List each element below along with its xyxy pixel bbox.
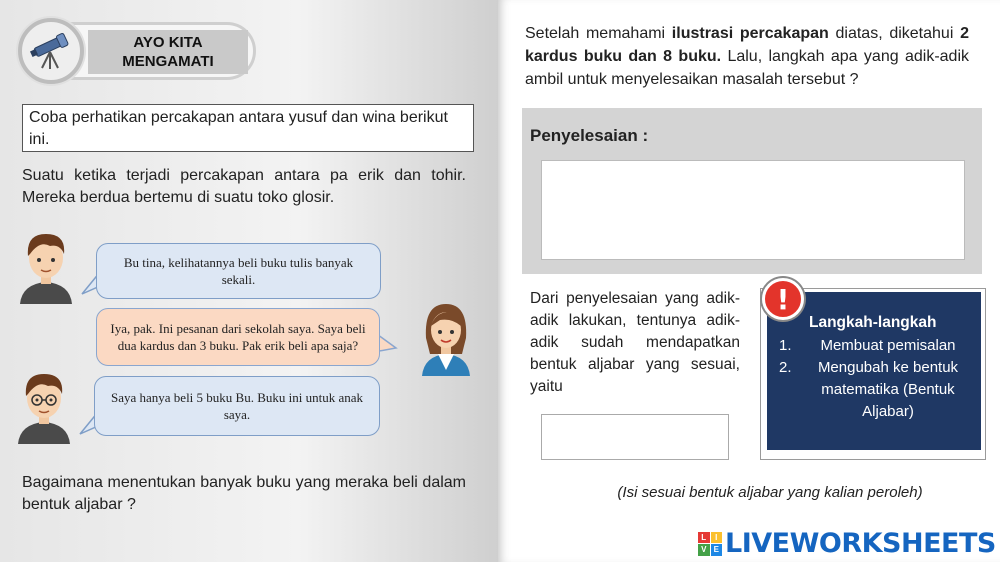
question-text: Bagaimana menentukan banyak buku yang meraka beli dalam bentuk aljabar ? — [22, 474, 466, 513]
header-title — [88, 30, 248, 74]
solution-label: Penyelesaian : — [530, 126, 649, 145]
speech-bubble-1 — [96, 243, 381, 299]
header-title-line2: MENGAMATI — [122, 53, 214, 70]
answer-description: Dari penyelesaian yang adik-adik lakukan, tentunya adik-adik sudah mendapatkan bentuk aljabar yang sesuai, yaitu — [530, 290, 740, 395]
speech-text-1: Bu tina, kelihatannya beli buku tulis banyak sekali. — [123, 255, 354, 287]
telescope-icon — [28, 28, 74, 74]
logo-letter: L — [698, 532, 710, 544]
brand-text: LIVEWORKSHEETS — [725, 528, 996, 559]
speech-bubble-2 — [96, 308, 380, 366]
speech-text-3: Saya hanya beli 5 buku Bu. Buku ini untuk anak saya. — [110, 390, 364, 422]
right-intro-bold2: 2 kardus buku dan 8 buku. — [525, 25, 969, 65]
story-intro: Suatu ketika terjadi percakapan antara pa erik dan tohir. Mereka berdua bertemu di suatu toko glosir. — [22, 167, 466, 206]
header-icon-circle — [18, 18, 84, 84]
right-intro-part1: Setelah memahami — [525, 25, 672, 42]
step-text: Membuat pemisalan — [820, 337, 956, 354]
right-intro-bold1: ilustrasi percakapan — [671, 25, 829, 42]
step-item — [779, 357, 971, 423]
logo-letter: I — [711, 532, 723, 544]
step-number: 1. — [779, 337, 792, 354]
header-title-line1: AYO KITA — [133, 34, 203, 51]
liveworksheets-brand — [698, 528, 996, 559]
steps-title: Langkah-langkah — [809, 314, 937, 331]
right-intro-part3: Lalu, langkah apa yang adik-adik ambil untuk menyelesaikan masalah tersebut ? — [525, 48, 969, 88]
logo-letter: V — [698, 544, 710, 556]
right-intro — [525, 22, 969, 91]
exclamation-icon: ! — [762, 278, 804, 320]
boy-avatar — [16, 226, 76, 306]
step-number: 2. — [779, 359, 792, 376]
boy-glasses-avatar — [14, 366, 74, 446]
step-item — [779, 335, 971, 357]
steps-list — [779, 335, 971, 423]
woman-avatar — [416, 298, 476, 378]
step-text: Mengubah ke bentuk matematika (Bentuk Aljabar) — [817, 359, 959, 420]
speech-text-2: Iya, pak. Ini pesanan dari sekolah saya. Saya beli dua kardus dan 3 buku. Pak erik beli apa saja? — [110, 321, 366, 353]
steps-box — [767, 292, 981, 450]
right-intro-part2: diatas, diketahui — [828, 25, 961, 42]
algebra-answer-input[interactable] — [541, 414, 729, 460]
speech-bubble-3 — [94, 376, 380, 436]
liveworksheets-logo-icon — [698, 532, 722, 556]
solution-input[interactable] — [541, 160, 965, 260]
logo-letter: E — [711, 544, 723, 556]
footnote: (Isi sesuai bentuk aljabar yang kalian peroleh) — [617, 484, 923, 501]
instruction-box: Coba perhatikan percakapan antara yusuf dan wina berikut ini. — [22, 104, 474, 152]
